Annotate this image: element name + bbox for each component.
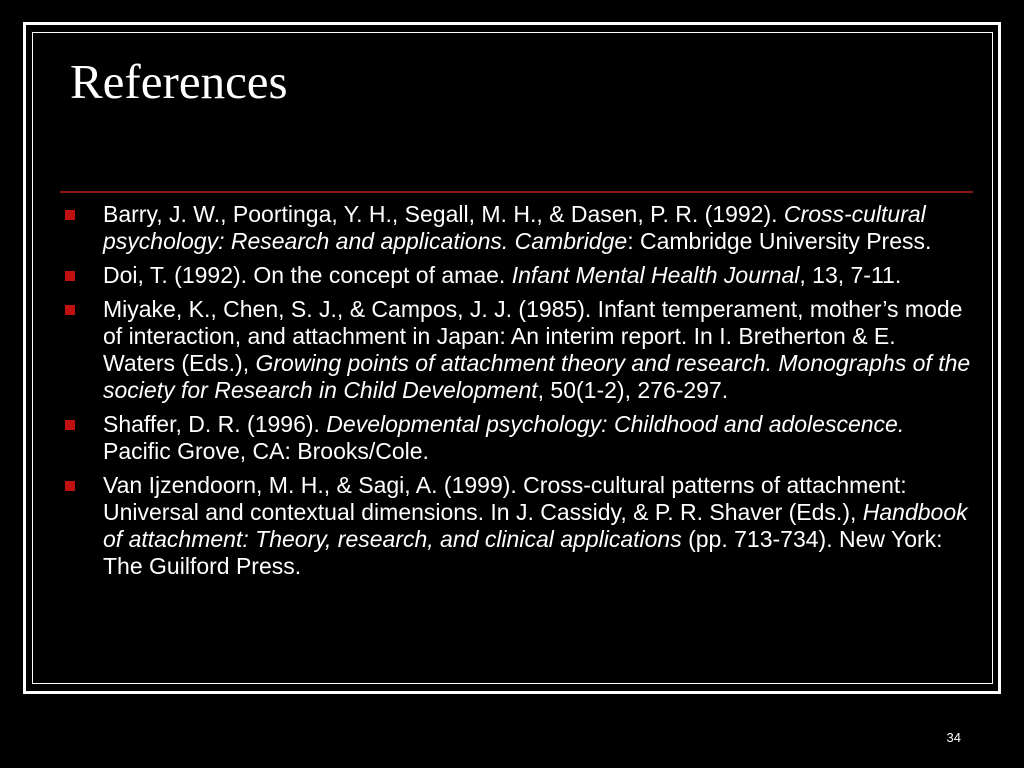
reference-list	[62, 201, 972, 587]
reference-item-shaffer	[62, 411, 972, 465]
reference-text: Shaffer, D. R. (1996).	[103, 411, 327, 437]
title-divider	[60, 191, 973, 193]
reference-item-miyake	[62, 296, 972, 404]
reference-italic-title: Developmental psychology: Childhood and adolescence.	[326, 411, 905, 437]
square-bullet-icon	[65, 271, 75, 281]
reference-text-tail: : Cambridge University Press.	[627, 228, 932, 254]
reference-text-tail: , 50(1-2), 276-297.	[537, 377, 729, 403]
reference-item-doi	[62, 262, 972, 289]
reference-text-tail: (pp. 713-734). New York: The Guilford Press.	[103, 526, 943, 579]
square-bullet-icon	[65, 420, 75, 430]
reference-item-van-ijzendoorn	[62, 472, 972, 580]
reference-text: Van Ijzendoorn, M. H., & Sagi, A. (1999). Cross-cultural patterns of attachment: Universal and contextual dimensions. In J. Cassidy, & P. R. Shaver (Eds.),	[103, 472, 907, 525]
reference-italic-title: Handbook of attachment: Theory, research, and clinical applications	[103, 499, 968, 552]
slide-title: References	[70, 54, 288, 109]
square-bullet-icon	[65, 305, 75, 315]
reference-italic-title: Growing points of attachment theory and research. Monographs of the society for Research in Child Development	[103, 350, 971, 403]
reference-text: Miyake, K., Chen, S. J., & Campos, J. J. (1985). Infant temperament, mother’s mode of interaction, and attachment in Japan: An interim report. In I. Bretherton & E. Waters (Eds.),	[103, 296, 963, 376]
square-bullet-icon	[65, 210, 75, 220]
reference-italic-title: Infant Mental Health Journal	[511, 262, 800, 288]
reference-text-tail: , 13, 7-11.	[799, 262, 902, 288]
square-bullet-icon	[65, 481, 75, 491]
reference-text-tail: Pacific Grove, CA: Brooks/Cole.	[103, 438, 429, 464]
reference-text: Barry, J. W., Poortinga, Y. H., Segall, M. H., & Dasen, P. R. (1992).	[103, 201, 784, 227]
reference-item-barry	[62, 201, 972, 255]
page-number: 34	[946, 730, 961, 745]
reference-text: Doi, T. (1992). On the concept of amae.	[103, 262, 512, 288]
reference-italic-title: Cross-cultural psychology: Research and applications. Cambridge	[103, 201, 926, 254]
